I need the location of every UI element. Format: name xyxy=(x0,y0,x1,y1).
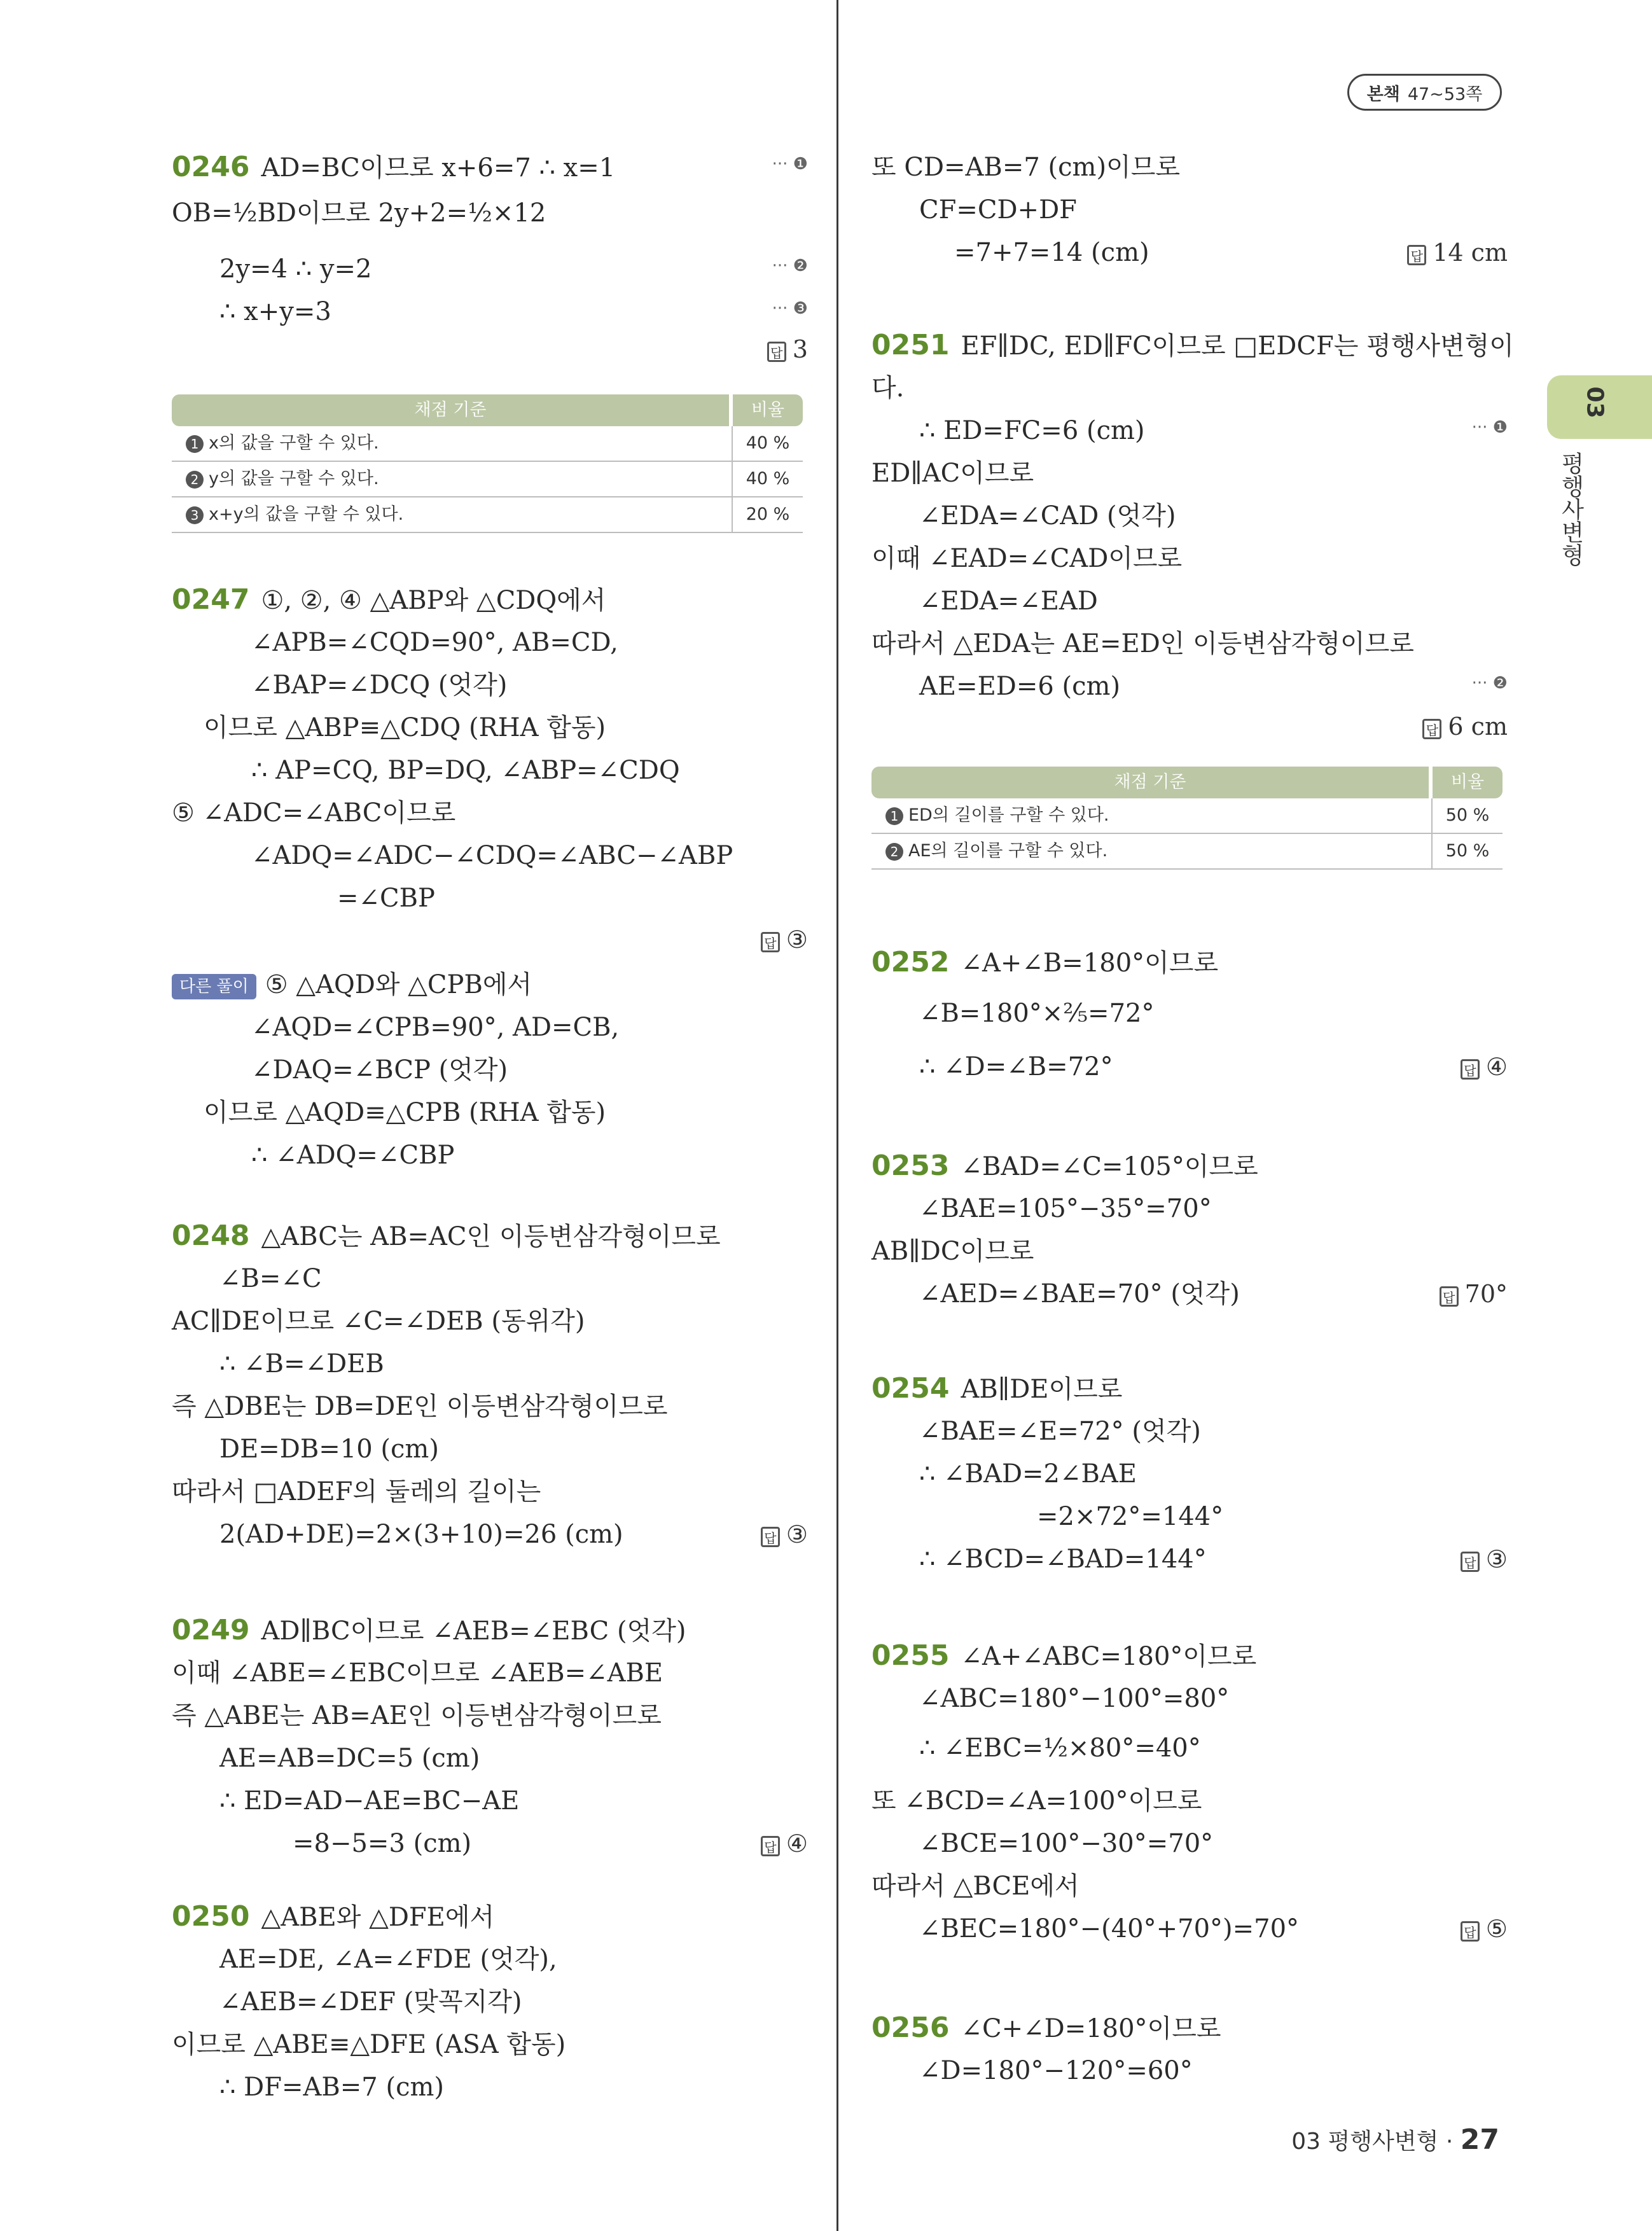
criteria-text: ED의 길이를 구할 수 있다. xyxy=(908,805,1109,825)
answer-icon: 답 xyxy=(1440,1286,1459,1307)
step-bullet: 1 xyxy=(885,807,903,825)
problem-number: 0254 xyxy=(871,1372,950,1405)
criteria-text: y의 값을 구할 수 있다. xyxy=(209,469,379,489)
answer-value: ⑤ xyxy=(1485,1915,1508,1943)
answer-value: 70° xyxy=(1464,1280,1508,1308)
answer xyxy=(1422,712,1508,740)
answer-value: ③ xyxy=(1485,1545,1508,1573)
problem-number: 0256 xyxy=(871,2012,950,2044)
alternative-solution-tag: 다른 풀이 xyxy=(172,974,256,999)
table-row xyxy=(172,426,803,462)
table-row xyxy=(172,497,803,533)
answer xyxy=(767,335,808,363)
solution-line: 이때 ∠ABE=∠EBC이므로 ∠AEB=∠ABE xyxy=(172,1658,663,1688)
solution-line: 다. xyxy=(871,373,905,403)
solution-line: ∴ ED=FC=6 (cm) xyxy=(919,416,1145,445)
solution-line: ∠BAE=∠E=72° (엇각) xyxy=(919,1417,1201,1446)
solution-line: ∠C+∠D=180°이므로 xyxy=(961,2014,1221,2043)
answer-value: ③ xyxy=(786,1520,808,1548)
solution-line: ∠BAE=105°−35°=70° xyxy=(919,1194,1212,1223)
criteria-text: x+y의 값을 구할 수 있다. xyxy=(209,504,404,524)
solution-line: ①, ②, ④ △ABP와 △CDQ에서 xyxy=(261,586,606,615)
table-header-criteria: 채점 기준 xyxy=(871,767,1429,798)
solution-line: AC∥DE이므로 ∠C=∠DEB (동위각) xyxy=(172,1307,585,1336)
solution-line: 2(AD+DE)=2×(3+10)=26 (cm) xyxy=(219,1520,623,1549)
solution-line: ∠B=∠C xyxy=(219,1264,322,1293)
page-number: 27 xyxy=(1460,2123,1499,2156)
solution-line: DE=DB=10 (cm) xyxy=(219,1435,439,1464)
solution-line: 즉 △ABE는 AB=AE인 이등변삼각형이므로 xyxy=(172,1701,662,1730)
footer-separator: · xyxy=(1445,2129,1454,2155)
solution-line: =8−5=3 (cm) xyxy=(293,1829,472,1858)
solution-line: AE=AB=DC=5 (cm) xyxy=(219,1744,480,1773)
solution-line: 따라서 △BCE에서 xyxy=(871,1872,1079,1901)
solution-line: ∠A+∠B=180°이므로 xyxy=(961,949,1219,978)
chapter-title: 평행사변형 xyxy=(1558,452,1584,566)
solution-line: ∠AQD=∠CPB=90°, AD=CB, xyxy=(251,1013,620,1042)
page-reference-badge xyxy=(1347,74,1502,111)
solution-line: AB∥DE이므로 xyxy=(961,1375,1123,1404)
answer-icon: 답 xyxy=(767,342,786,362)
answer-icon: 답 xyxy=(1461,1059,1480,1080)
solution-line: AE=ED=6 (cm) xyxy=(919,672,1121,701)
answer xyxy=(761,1520,808,1548)
answer-icon: 답 xyxy=(1461,1921,1480,1942)
solution-line: △ABE와 △DFE에서 xyxy=(261,1903,495,1932)
table-header-criteria: 채점 기준 xyxy=(172,394,729,426)
table-header-ratio: 비율 xyxy=(733,394,803,426)
answer-value: 14 cm xyxy=(1433,239,1508,267)
solution-line: AE=DE, ∠A=∠FDE (엇각), xyxy=(219,1945,557,1974)
table-row xyxy=(172,462,803,497)
solution-line: ∠BEC=180°−(40°+70°)=70° xyxy=(919,1914,1300,1943)
step-marker: ··· ❸ xyxy=(772,299,808,318)
problem-number: 0251 xyxy=(871,329,950,361)
answer xyxy=(1407,239,1508,267)
answer xyxy=(1440,1280,1508,1308)
solution-line: ∠EDA=∠EAD xyxy=(919,587,1098,616)
answer-icon: 답 xyxy=(1422,719,1441,739)
problem-number: 0248 xyxy=(172,1220,250,1252)
solution-line: ∠ABC=180°−100°=80° xyxy=(919,1684,1230,1713)
solution-line: ∴ ∠B=∠DEB xyxy=(219,1349,384,1379)
solution-line: 즉 △DBE는 DB=DE인 이등변삼각형이므로 xyxy=(172,1392,668,1421)
solution-line: ∠B=180°×⅖=72° xyxy=(919,999,1155,1028)
answer xyxy=(1461,1053,1508,1081)
problem-number: 0247 xyxy=(172,583,250,616)
solution-line: ∠APB=∠CQD=90°, AB=CD, xyxy=(251,628,618,657)
answer xyxy=(761,1830,808,1858)
solution-line: AD=BC이므로 x+6=7 ∴ x=1 xyxy=(261,153,616,183)
page-footer xyxy=(1291,2123,1499,2156)
solution-line: =2×72°=144° xyxy=(1037,1502,1224,1531)
solution-line: 따라서 □ADEF의 둘레의 길이는 xyxy=(172,1477,541,1506)
ratio-value: 50 % xyxy=(1445,805,1490,825)
answer xyxy=(761,926,808,954)
solution-line: AD∥BC이므로 ∠AEB=∠EBC (엇각) xyxy=(261,1616,686,1646)
solution-line: 또 CD=AB=7 (cm)이므로 xyxy=(871,153,1180,182)
chapter-number: 03 xyxy=(1581,386,1608,419)
problem-number: 0255 xyxy=(871,1639,950,1672)
solution-line: EF∥DC, ED∥FC이므로 □EDCF는 평행사변형이 xyxy=(961,331,1514,361)
answer xyxy=(1461,1915,1508,1943)
solution-line: ∴ AP=CQ, BP=DQ, ∠ABP=∠CDQ xyxy=(251,756,680,785)
grading-table xyxy=(172,394,803,533)
footer-chapter: 03 평행사변형 xyxy=(1291,2129,1439,2155)
answer-value: 6 cm xyxy=(1448,712,1508,740)
answer-value: ④ xyxy=(786,1830,808,1858)
ratio-value: 20 % xyxy=(746,504,790,524)
solution-line: △ABC는 AB=AC인 이등변삼각형이므로 xyxy=(261,1222,721,1251)
solution-line: ∠ADQ=∠ADC−∠CDQ=∠ABC−∠ABP xyxy=(251,841,733,870)
solution-line: CF=CD+DF xyxy=(919,195,1077,225)
solution-line: =∠CBP xyxy=(337,884,435,913)
problem-number: 0253 xyxy=(871,1150,950,1182)
solution-line: ∴ ∠D=∠B=72° xyxy=(919,1052,1113,1081)
solution-line: ∴ ∠ADQ=∠CBP xyxy=(251,1141,455,1170)
solution-line: ∴ DF=AB=7 (cm) xyxy=(219,2073,445,2102)
solution-line: ∠BAD=∠C=105°이므로 xyxy=(961,1152,1258,1181)
solution-line: ∠DAQ=∠BCP (엇각) xyxy=(251,1055,508,1085)
problem-number: 0246 xyxy=(172,151,250,183)
solution-line: OB=½BD이므로 2y+2=½×12 xyxy=(172,198,546,228)
ratio-value: 40 % xyxy=(746,433,790,453)
solution-line: 이때 ∠EAD=∠CAD이므로 xyxy=(871,544,1183,573)
solution-line: ∴ ∠BAD=2∠BAE xyxy=(919,1459,1137,1489)
solution-line: ∠AEB=∠DEF (맞꼭지각) xyxy=(219,1987,522,2017)
step-bullet: 3 xyxy=(186,506,204,524)
table-header-ratio: 비율 xyxy=(1433,767,1503,798)
ratio-value: 50 % xyxy=(1445,841,1490,861)
solution-line: 따라서 △EDA는 AE=ED인 이등변삼각형이므로 xyxy=(871,629,1414,658)
solution-line: =7+7=14 (cm) xyxy=(954,238,1149,267)
answer-icon: 답 xyxy=(1407,245,1426,265)
solution-line: 2y=4 ∴ y=2 xyxy=(219,254,372,284)
solution-line: 이므로 △ABP≡△CDQ (RHA 합동) xyxy=(204,713,606,742)
answer-icon: 답 xyxy=(761,1527,780,1547)
problem-number: 0252 xyxy=(871,946,950,978)
solution-line: ⑤ ∠ADC=∠ABC이므로 xyxy=(172,798,456,828)
solution-line: ∠A+∠ABC=180°이므로 xyxy=(961,1642,1257,1671)
step-bullet: 2 xyxy=(186,471,204,489)
table-row xyxy=(871,834,1503,870)
solution-line: ∠BAP=∠DCQ (엇각) xyxy=(251,671,508,700)
step-marker: ··· ❷ xyxy=(772,256,808,275)
solution-line: 이므로 △ABE≡△DFE (ASA 합동) xyxy=(172,2030,566,2059)
table-row xyxy=(871,798,1503,834)
header-pages: 47~53쪽 xyxy=(1407,84,1483,104)
step-marker: ··· ❶ xyxy=(1471,418,1508,437)
answer-value: 3 xyxy=(792,335,808,363)
chapter-tab[interactable] xyxy=(1547,375,1652,439)
step-bullet: 2 xyxy=(885,843,903,861)
problem-number: 0250 xyxy=(172,1900,250,1933)
grading-table xyxy=(871,767,1503,870)
solution-line: 이므로 △AQD≡△CPB (RHA 합동) xyxy=(204,1098,606,1127)
solution-line: ED∥AC이므로 xyxy=(871,459,1034,488)
solution-line: ∠AED=∠BAE=70° (엇각) xyxy=(919,1279,1240,1309)
header-label: 본책 xyxy=(1366,84,1400,104)
answer-icon: 답 xyxy=(761,1836,780,1856)
solution-line: ∴ ∠EBC=½×80°=40° xyxy=(919,1734,1201,1763)
solution-line: AB∥DC이므로 xyxy=(871,1237,1034,1266)
ratio-value: 40 % xyxy=(746,469,790,489)
answer xyxy=(1461,1545,1508,1573)
criteria-text: AE의 길이를 구할 수 있다. xyxy=(908,841,1108,861)
answer-icon: 답 xyxy=(1461,1552,1480,1572)
criteria-text: x의 값을 구할 수 있다. xyxy=(209,433,379,453)
step-marker: ··· ❷ xyxy=(1471,674,1508,693)
solution-line: ∴ ∠BCD=∠BAD=144° xyxy=(919,1545,1207,1574)
solution-line: 또 ∠BCD=∠A=100°이므로 xyxy=(871,1786,1202,1816)
step-marker: ··· ❶ xyxy=(772,155,808,174)
solution-line: ∴ x+y=3 xyxy=(219,297,331,326)
solution-line: ∠D=180°−120°=60° xyxy=(919,2056,1193,2085)
answer-value: ④ xyxy=(1485,1053,1508,1081)
column-divider xyxy=(836,0,838,2231)
solution-line: ⑤ △AQD와 △CPB에서 xyxy=(265,970,532,999)
problem-number: 0249 xyxy=(172,1614,250,1646)
step-bullet: 1 xyxy=(186,435,204,453)
answer-value: ③ xyxy=(786,926,808,954)
solution-line: ∴ ED=AD−AE=BC−AE xyxy=(219,1786,520,1816)
solution-line: ∠BCE=100°−30°=70° xyxy=(919,1829,1214,1858)
solution-line: ∠EDA=∠CAD (엇각) xyxy=(919,501,1176,531)
answer-icon: 답 xyxy=(761,932,780,952)
